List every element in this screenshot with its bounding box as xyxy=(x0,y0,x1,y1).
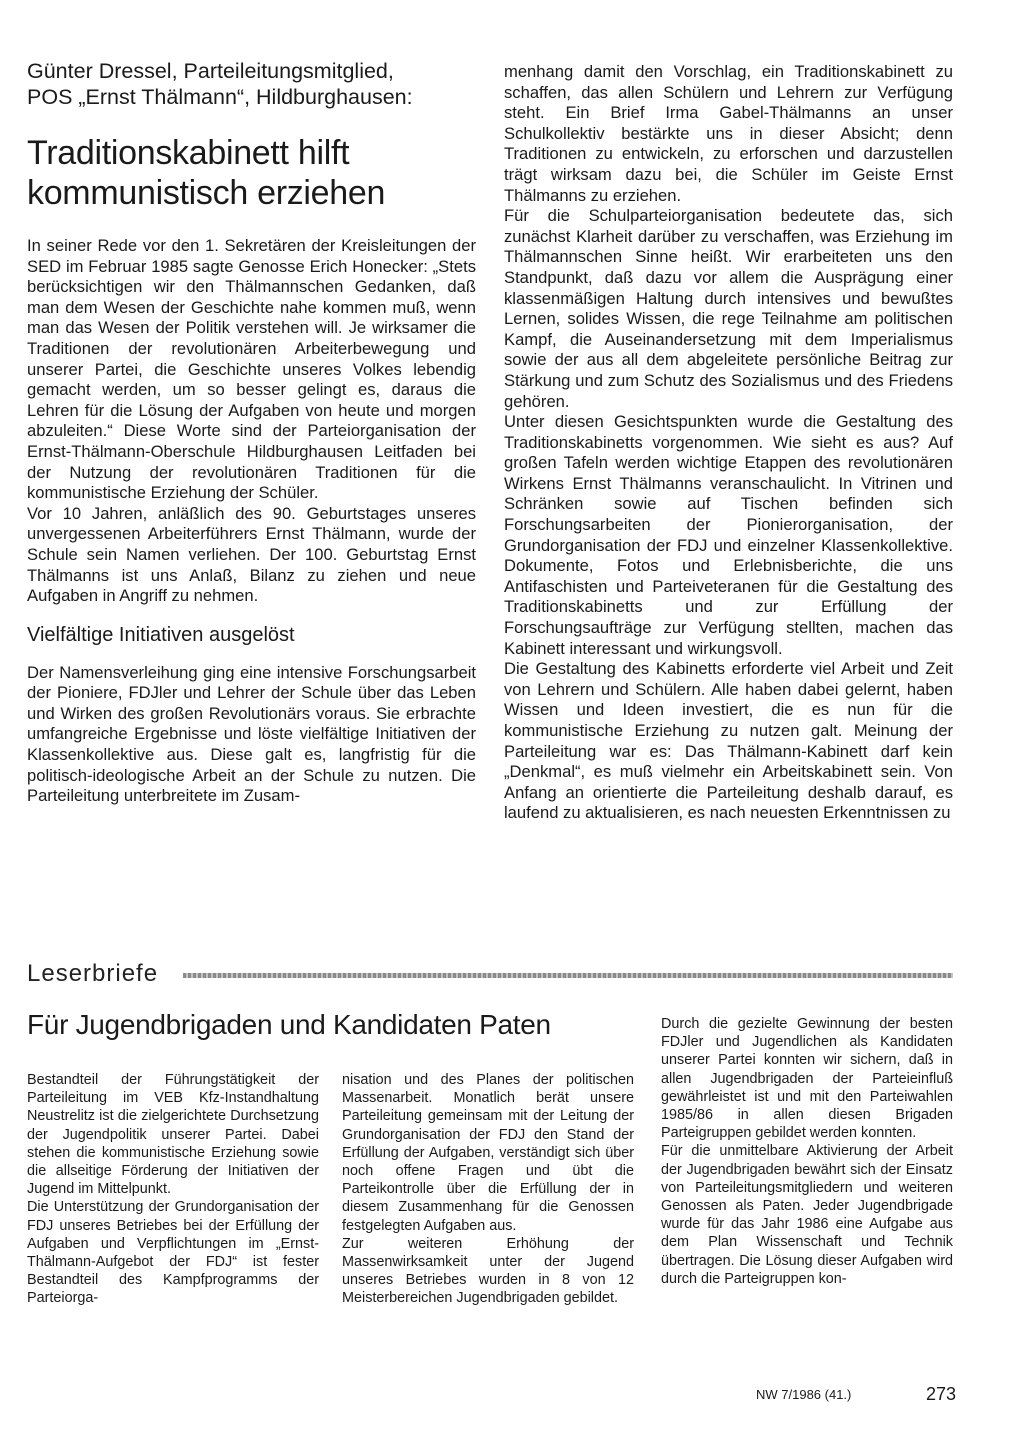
issue-reference: NW 7/1986 (41.) xyxy=(756,1387,852,1402)
article-paragraph: Unter diesen Gesichtspunkten wurde die Gestaltung des Traditionskabinetts vorgenommen. Wie sieht es aus? Auf großen Tafeln werden wichtige Etappen des revolutionären Wirkens Ernst Thälmanns veranschaulicht. In Vitrinen und Schränken sowie auf Tischen befinden sich Forschungsarbeiten der Pionierorganisation, der Grundorganisation der FDJ und einzelner Klassenkollektive. Dokumente, Fotos und Erlebnisberichte, die uns Antifaschisten und Parteiveteranen für die Gestaltung des Traditionskabinetts und zur Erfüllung der Forschungsaufträge zur Verfügung stellten, machen das Kabinett interessant und wirkungsvoll. xyxy=(504,412,953,658)
article-paragraph: Für die Schulparteiorganisation bedeutete das, sich zunächst Klarheit darüber zu verschaffen, was Erziehung im Thälmannschen Sinne heißt. Wir erarbeiteten uns den Standpunkt, daß dazu vor allem die Ausprägung einer klassenmäßigen Haltung durch intensives und bewußtes Lernen, solides Wissen, die rege Teilnahme am politischen Kampf, die Auseinandersetzung mit dem Imperialismus sowie der aus all dem abgeleitete persönliche Beitrag zur Stärkung und zum Schutz des Sozialismus und des Friedens gehören. xyxy=(504,206,953,411)
article-title-line-2: kommunistisch erziehen xyxy=(27,174,386,212)
author-line-2: POS „Ernst Thälmann“, Hildburghausen: xyxy=(27,85,413,109)
article-paragraph: Der Namensverleihung ging eine intensive Forschungsarbeit der Pioniere, FDJler und Lehrer der Schule über das Leben und Wirken des großen Revolutionärs voraus. Sie erbrachte umfangreiche Ergebnisse und löste vielfältige Initiativen der Klassenkollektive aus. Diese galt es, langfristig für die politisch-ideologische Arbeit an der Schule zu nutzen. Die Parteileitung unterbreitete im Zusam- xyxy=(27,662,476,806)
letter-title: Für Jugendbrigaden und Kandidaten Paten xyxy=(27,1009,551,1040)
article-subheading: Vielfältige Initiativen ausgelöst xyxy=(27,623,295,646)
article-paragraph: Vor 10 Jahren, anläßlich des 90. Geburtstages unseres unvergessenen Arbeiterführers Ernst Thälmann, wurde der Schule sein Namen verliehen. Der 100. Geburtstag Ernst Thälmanns ist uns Anlaß, Bilanz zu ziehen und neue Aufgaben in Angriff zu nehmen. xyxy=(27,503,476,606)
letter-column-2 xyxy=(342,1071,634,1308)
letter-paragraph: Für die unmittelbare Aktivierung der Arbeit der Jugendbrigaden bewährt sich der Einsatz von Parteileitungsmitgliedern und weiteren Genossen als Paten. Jeder Jugendbrigade wurde für das Jahr 1986 eine Aufgabe aus dem Plan Wissenschaft und Technik übertragen. Die Lösung dieser Aufgaben wird durch die Parteigruppen kon- xyxy=(661,1143,953,1287)
article-paragraph: menhang damit den Vorschlag, ein Traditionskabinett zu schaffen, das allen Schülern und Lehrern zur Verfügung steht. Ein Brief Irma Gabel-Thälmanns an unser Schulkollektiv bestärkte uns in dieser Absicht; denn Traditionen zu entwickeln, zu erforschen und darzustellen trägt wirksam dazu bei, die Schüler im Geiste Ernst Thälmanns zu erziehen. xyxy=(504,62,953,205)
article-author xyxy=(27,58,487,110)
article-title xyxy=(27,133,497,213)
letter-paragraph: Durch die gezielte Gewinnung der besten FDJler und Jugendlichen als Kandidaten unserer Partei konnten wir sichern, daß in allen Jugendbrigaden der Parteieinfluß gewährleistet ist und mit den Parteiwahlen 1985/86 in allen diesen Brigaden Parteigruppen gebildet werden konnten. xyxy=(661,1016,953,1142)
letter-paragraph: Bestandteil der Führungstätigkeit der Parteileitung im VEB Kfz-Instandhaltung Neustrelitz ist die zielgerichtete Durchsetzung der Jugendpolitik unserer Partei. Dabei stehen die kommunistische Erziehung sowie die allseitige Förderung der Initiativen der Jugend im Mittelpunkt. xyxy=(27,1072,319,1198)
section-label: Leserbriefe xyxy=(27,960,159,987)
author-line-1: Günter Dressel, Parteileitungsmitglied, xyxy=(27,59,394,83)
article-paragraph: Die Gestaltung des Kabinetts erforderte viel Arbeit und Zeit von Lehrern und Schülern. Alle haben dabei gelernt, haben Wissen und Ideen investiert, die es nun für die kommunistische Erziehung zu nutzen galt. Meinung der Parteileitung war es: Das Thälmann-Kabinett darf kein „Denkmal“, es muß vielmehr ein Arbeitskabinett sein. Von Anfang an orientierte die Parteileitung deshalb darauf, es laufend zu aktualisieren, es nach neuesten Erkenntnissen zu xyxy=(504,659,953,823)
article-title-line-1: Traditionskabinett hilft xyxy=(27,134,350,172)
letter-paragraph: nisation und des Planes der politischen Massenarbeit. Monatlich berät unsere Parteileitung gemeinsam mit der Leitung der Grundorganisation der FDJ den Stand der Erfüllung der Aufgaben, verständigt sich über noch offene Fragen und übt die Parteikontrolle über die Erfüllung der in diesem Zusammenhang für die Genossen festgelegten Aufgaben aus. xyxy=(342,1072,634,1234)
letter-column-3 xyxy=(661,1015,953,1288)
article-paragraph: In seiner Rede vor den 1. Sekretären der Kreisleitungen der SED im Februar 1985 sagte Genosse Erich Honecker: „Stets berücksichtigen wir den Thälmannschen Gedanken, daß man dem Wesen der Geschichte nahe kommen muß, wenn man das Wesen der Politik verstehen will. Je wirksamer die Traditionen der revolutionären Arbeiterbewegung und unserer Partei, die Geschichte unseres Volkes lebendig gemacht werden, um so besser gelingt es, daraus die Lehren für die Lösung der Aufgaben von heute und morgen abzuleiten.“ Diese Worte sind der Parteiorganisation der Ernst-Thälmann-Oberschule Hildburghausen Leitfaden bei der Nutzung der revolutionären Traditionen für die kommunistische Erziehung der Schüler. xyxy=(27,236,476,503)
article-column-2 xyxy=(504,62,953,824)
letter-paragraph: Die Unterstützung der Grundorganisation der FDJ unseres Betriebes bei der Erfüllung der Aufgaben und Verpflichtungen im „Ernst-Thälmann-Aufgebot der FDJ“ ist fester Bestandteil des Kampfprogramms der Parteiorga- xyxy=(27,1199,319,1307)
section-divider xyxy=(183,973,953,978)
letter-column-1 xyxy=(27,1071,319,1308)
page-number: 273 xyxy=(926,1384,957,1404)
article-column-1 xyxy=(27,236,476,807)
letter-paragraph: Zur weiteren Erhöhung der Massenwirksamkeit unter der Jugend unseres Betriebes wurden in 8 von 12 Meisterbereichen Jugendbrigaden gebildet. xyxy=(342,1235,634,1307)
